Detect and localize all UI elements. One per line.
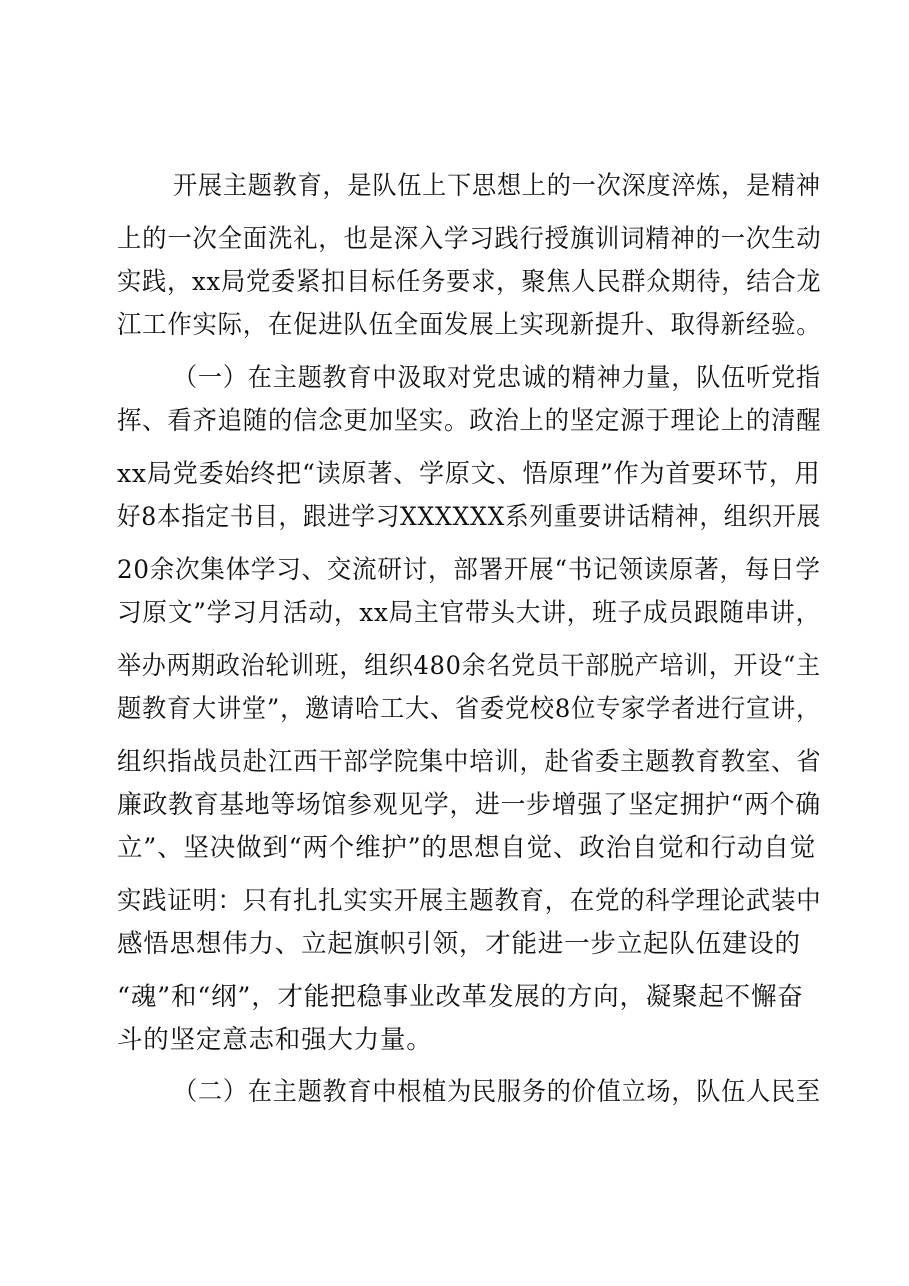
text-line-content: 上的一次全面洗礼，也是深入学习践行授旗训词精神的一次生动 <box>117 224 822 254</box>
text-line <box>0 221 909 257</box>
text-line-content: 斗的坚定意志和强大力量。 <box>117 1025 433 1055</box>
text-line-content: 立”、坚决做到“两个维护”的思想自觉、政治自觉和行动自觉 <box>117 833 817 863</box>
text-line-content: 开展主题教育，是队伍上下思想上的一次深度淬炼，是精神 <box>173 171 821 201</box>
text-line-content: xx局党委始终把“读原著、学原文、悟原理”作为首要环节，用 <box>117 459 821 489</box>
text-line <box>0 979 909 1015</box>
text-line-content: 江工作实际，在促进队伍全面发展上实现新提升、取得新经验。 <box>117 310 822 340</box>
text-line-content: （二）在主题教育中根植为民服务的价值立场，队伍人民至 <box>173 1077 821 1107</box>
text-line <box>0 403 909 439</box>
text-line-content: 20余次集体学习、交流研讨，部署开展“书记领读原著，每日学 <box>117 555 821 585</box>
text-line <box>0 926 909 962</box>
text-line-content: 实践证明：只有扎扎实实开展主题教育，在党的科学理论武装中 <box>117 886 822 916</box>
text-line <box>0 883 909 919</box>
text-line <box>0 648 909 684</box>
text-line <box>0 307 909 343</box>
section-heading-line <box>0 360 909 396</box>
text-line-content: 实践，xx局党委紧扣目标任务要求，聚焦人民群众期待，结合龙 <box>117 267 822 297</box>
text-line <box>0 691 909 727</box>
text-line <box>0 744 909 780</box>
text-line-content: 挥、看齐追随的信念更加坚实。政治上的坚定源于理论上的清醒 <box>117 406 822 436</box>
text-line-content: 习原文”学习月活动，xx局主官带头大讲，班子成员跟随串讲， <box>117 598 821 628</box>
text-line <box>0 168 909 204</box>
text-line-content: 感悟思想伟力、立起旗帜引领，才能进一步立起队伍建设的 <box>117 929 801 959</box>
section-heading-line <box>0 1074 909 1110</box>
text-line-content: 好8本指定书目，跟进学习XXXXXX系列重要讲话精神，组织开展 <box>117 502 821 532</box>
text-line <box>0 595 909 631</box>
text-line <box>0 1022 909 1058</box>
text-line-content: “魂”和“纲”，才能把稳事业改革发展的方向，凝聚起不懈奋 <box>117 982 804 1012</box>
text-line-content: 廉政教育基地等场馆参观见学，进一步增强了坚定拥护“两个确 <box>117 790 821 820</box>
text-line-content: 题教育大讲堂”，邀请哈工大、省委党校8位专家学者进行宣讲， <box>117 694 821 724</box>
text-line <box>0 552 909 588</box>
text-line <box>0 264 909 300</box>
text-line-content: 组织指战员赴江西干部学院集中培训，赴省委主题教育教室、省 <box>117 747 822 777</box>
text-line-content: 举办两期政治轮训班，组织480余名党员干部脱产培训，开设“主 <box>117 651 821 681</box>
text-line <box>0 456 909 492</box>
text-line <box>0 787 909 823</box>
text-line <box>0 499 909 535</box>
text-line <box>0 830 909 866</box>
text-line-content: （一）在主题教育中汲取对党忠诚的精神力量，队伍听党指 <box>173 363 821 393</box>
